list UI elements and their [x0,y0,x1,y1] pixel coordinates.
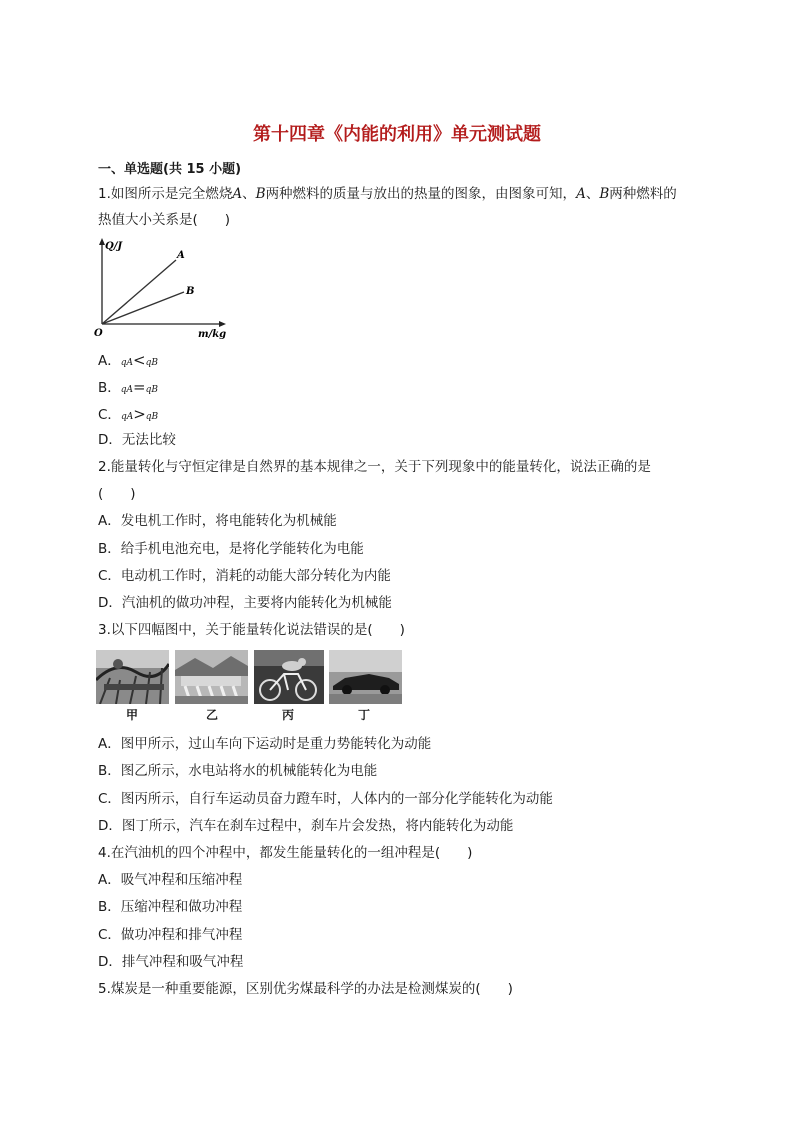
q1-stem-part: 1.如图所示是完全燃烧 [98,186,233,202]
graph-label-b: B [186,286,195,297]
caption-ding: 丁 [358,708,371,722]
option-label: B． [98,380,121,396]
photo-cyclist [254,650,324,704]
page-title: 第十四章《内能的利用》单元测试题 [253,124,541,145]
graph-origin-label: O [94,328,103,339]
graph-y-label: Q/J [105,241,123,252]
q1-stem-part: 两种燃料的 [609,186,677,202]
option-sub2: qB [145,385,158,395]
q4-option-b[interactable]: B．压缩冲程和做功冲程 [98,899,243,915]
option-sub1: qA [120,358,134,368]
q3-option-b[interactable]: B．图乙所示，水电站将水的机械能转化为电能 [98,763,378,779]
q1-stem-line2: 热值大小关系是( ) [98,212,231,228]
section-heading: 一、单选题(共 15 小题) [98,162,242,177]
q4-option-d[interactable]: D．排气冲程和吸气冲程 [98,954,244,970]
q5-stem-line1: 5.煤炭是一种重要能源，区别优劣煤最科学的办法是检测煤炭的( ) [98,981,513,997]
photo-race-car [329,650,402,704]
q1-stem-part: 、 [585,186,600,202]
option-sub1: qA [120,385,134,395]
q1-stem-part: 两种燃料的质量与放出的热量的图象，由图象可知， [265,186,577,202]
q1-stem-line1 [98,185,677,203]
q1-var-a: A [576,186,586,202]
q3-stem-line1: 3.以下四幅图中，关于能量转化说法错误的是( ) [98,622,405,638]
graph-x-arrow [219,321,226,327]
q3-option-d[interactable]: D．图丁所示，汽车在刹车过程中，刹车片会发热，将内能转化为动能 [98,818,514,834]
q3-photo-strip [96,650,402,722]
q1-option-b[interactable] [98,378,158,399]
q4-option-c[interactable]: C．做功冲程和排气冲程 [98,927,243,943]
option-sub2: qB [145,358,158,368]
photo-hydropower-dam [175,650,248,704]
q2-option-c[interactable]: C．电动机工作时，消耗的动能大部分转化为内能 [98,568,391,584]
q3-option-a[interactable]: A．图甲所示，过山车向下运动时是重力势能转化为动能 [98,736,432,752]
q4-stem-line1: 4.在汽油机的四个冲程中，都发生能量转化的一组冲程是( ) [98,845,473,861]
option-sub1: qA [120,412,134,422]
q3-option-c[interactable]: C．图丙所示，自行车运动员奋力蹬车时，人体内的一部分化学能转化为动能 [98,791,553,807]
option-relation: < [133,351,146,369]
option-sub2: qB [145,412,159,422]
q1-option-a[interactable] [98,351,158,372]
caption-bing: 丙 [282,708,295,722]
q1-var-a: A [232,186,243,202]
graph-label-a: A [177,250,185,261]
q1-option-c[interactable] [98,405,158,426]
option-relation: > [133,405,146,423]
graph-x-label: m/kg [198,329,227,340]
option-label: A． [98,353,121,369]
q2-stem-line2: ( ) [98,486,136,502]
option-relation: = [133,378,146,396]
option-label: C． [98,407,121,423]
caption-jia: 甲 [126,708,139,722]
graph-line-b [102,292,184,324]
q1-var-b: B [255,186,266,202]
q4-option-a[interactable]: A．吸气冲程和压缩冲程 [98,872,243,888]
q2-option-b[interactable]: B．给手机电池充电，是将化学能转化为电能 [98,541,364,557]
graph-line-a [102,260,176,324]
caption-yi: 乙 [206,708,219,722]
q1-option-d[interactable]: D．无法比较 [98,432,176,448]
q2-option-a[interactable]: A．发电机工作时，将电能转化为机械能 [98,513,337,529]
q1-graph [92,236,230,342]
q1-var-b: B [599,186,610,202]
q1-stem-part: 、 [242,186,256,202]
q2-option-d[interactable]: D．汽油机的做功冲程，主要将内能转化为机械能 [98,595,392,611]
q2-stem-line1: 2.能量转化与守恒定律是自然界的基本规律之一，关于下列现象中的能量转化，说法正确的是 [98,459,651,475]
photo-rollercoaster [96,650,169,704]
